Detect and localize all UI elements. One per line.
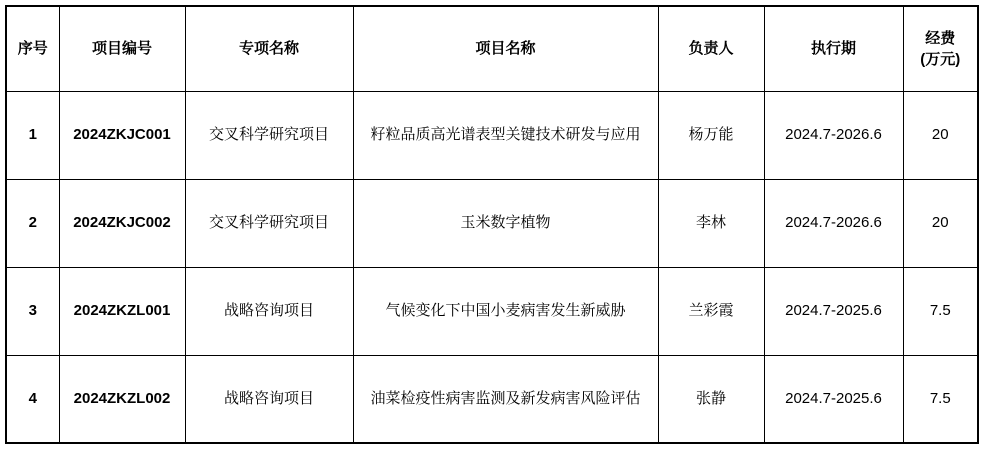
header-funding-label: 经费	[925, 29, 956, 47]
cell-special-name: 战略咨询项目	[185, 355, 353, 443]
cell-period: 2024.7-2026.6	[764, 179, 903, 267]
cell-period: 2024.7-2026.6	[764, 91, 903, 179]
cell-seq: 3	[6, 267, 59, 355]
header-seq: 序号	[6, 6, 59, 91]
cell-seq: 4	[6, 355, 59, 443]
cell-leader: 张静	[658, 355, 764, 443]
header-funding	[903, 6, 978, 91]
cell-period: 2024.7-2025.6	[764, 267, 903, 355]
cell-funding: 7.5	[903, 355, 978, 443]
cell-project-code: 2024ZKJC002	[59, 179, 185, 267]
cell-project-name: 油菜检疫性病害监测及新发病害风险评估	[353, 355, 658, 443]
table-header-row	[6, 6, 978, 91]
cell-leader: 杨万能	[658, 91, 764, 179]
table-row	[6, 179, 978, 267]
cell-project-name: 气候变化下中国小麦病害发生新威胁	[353, 267, 658, 355]
cell-project-code: 2024ZKZL001	[59, 267, 185, 355]
header-project-code: 项目编号	[59, 6, 185, 91]
project-table	[5, 5, 979, 444]
header-funding-unit: (万元)	[920, 50, 961, 68]
cell-funding: 7.5	[903, 267, 978, 355]
cell-project-code: 2024ZKZL002	[59, 355, 185, 443]
header-project-name: 项目名称	[353, 6, 658, 91]
table-row	[6, 355, 978, 443]
cell-seq: 2	[6, 179, 59, 267]
header-leader: 负责人	[658, 6, 764, 91]
cell-project-code: 2024ZKJC001	[59, 91, 185, 179]
cell-funding: 20	[903, 91, 978, 179]
cell-special-name: 交叉科学研究项目	[185, 179, 353, 267]
cell-seq: 1	[6, 91, 59, 179]
cell-special-name: 战略咨询项目	[185, 267, 353, 355]
cell-special-name: 交叉科学研究项目	[185, 91, 353, 179]
cell-funding: 20	[903, 179, 978, 267]
header-period: 执行期	[764, 6, 903, 91]
cell-project-name: 玉米数字植物	[353, 179, 658, 267]
table-row	[6, 267, 978, 355]
cell-leader: 兰彩霞	[658, 267, 764, 355]
header-special-name: 专项名称	[185, 6, 353, 91]
cell-period: 2024.7-2025.6	[764, 355, 903, 443]
cell-leader: 李林	[658, 179, 764, 267]
project-table-container	[5, 5, 979, 444]
table-row	[6, 91, 978, 179]
cell-project-name: 籽粒品质高光谱表型关键技术研发与应用	[353, 91, 658, 179]
